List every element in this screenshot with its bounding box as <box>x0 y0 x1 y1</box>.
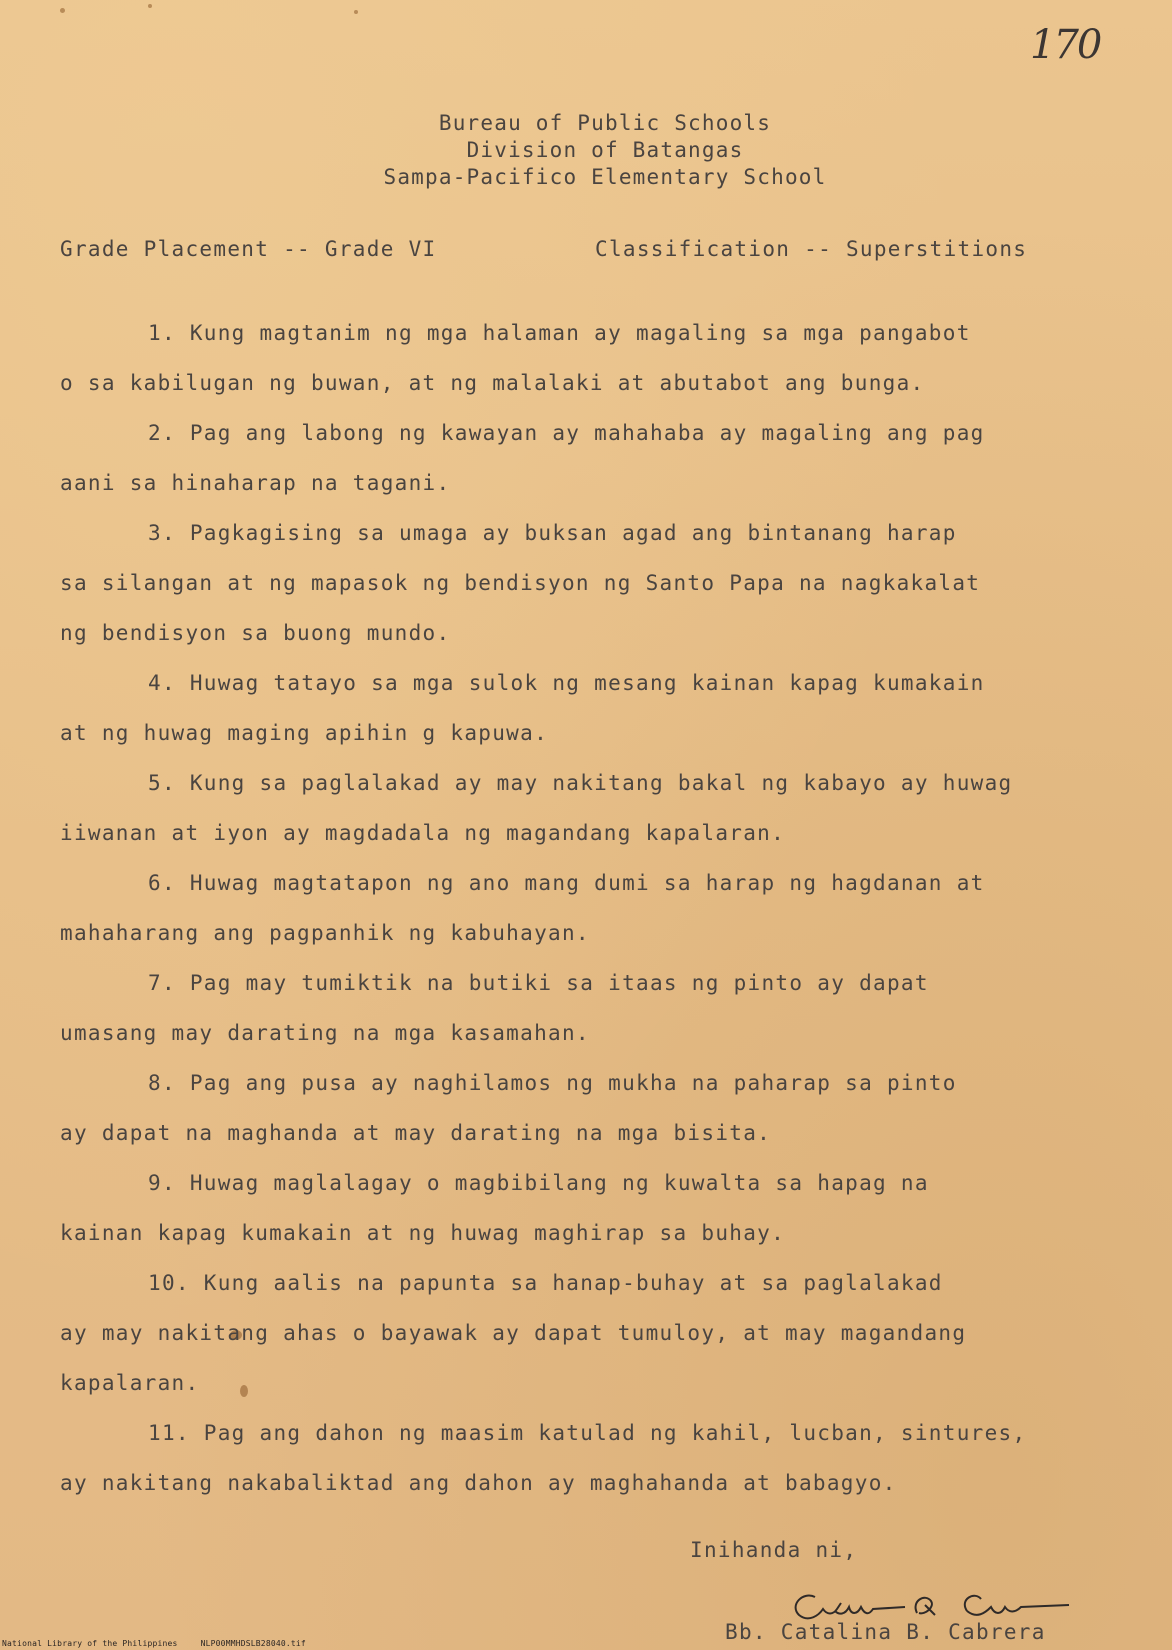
closing-phrase: Inihanda ni, <box>690 1538 858 1562</box>
item-line: ng bendisyon sa buong mundo. <box>60 621 451 645</box>
archive-footer <box>2 1639 324 1648</box>
item-line: kainan kapag kumakain at ng huwag maghirap sa buhay. <box>60 1221 786 1245</box>
item-line: 4. Huwag tatayo sa mga sulok ng mesang kainan kapag kumakain <box>148 671 985 695</box>
item-line: iiwanan at iyon ay magdadala ng magandang kapalaran. <box>60 821 786 845</box>
item-line: 10. Kung aalis na papunta sa hanap-buhay at sa paglalakad <box>148 1271 943 1295</box>
header-school: Sampa-Pacifico Elementary School <box>383 165 827 189</box>
item-line: at ng huwag maging apihin g kapuwa. <box>60 721 549 745</box>
header-division: Division of Batangas <box>466 138 744 162</box>
item-line: sa silangan at ng mapasok ng bendisyon ng Santo Papa na nagkakalat <box>60 571 981 595</box>
list-item <box>60 1158 1090 1258</box>
item-line: aani sa hinaharap na tagani. <box>60 471 451 495</box>
ink-speck <box>354 10 358 14</box>
list-item <box>60 658 1090 758</box>
item-line: ay may nakitang ahas o bayawak ay dapat tumuloy, at may magandang <box>60 1321 967 1345</box>
item-line: umasang may darating na mga kasamahan. <box>60 1021 590 1045</box>
item-line: 3. Pagkagising sa umaga ay buksan agad ang bintanang harap <box>148 521 957 545</box>
grade-placement: Grade Placement -- Grade VI <box>60 237 437 261</box>
item-line: ay dapat na maghanda at may darating na mga bisita. <box>60 1121 772 1145</box>
author-name: Bb. Catalina B. Cabrera <box>725 1620 1046 1644</box>
item-line: 7. Pag may tumiktik na butiki sa itaas ng pinto ay dapat <box>148 971 929 995</box>
list-item <box>60 508 1090 658</box>
item-line: o sa kabilugan ng buwan, at ng malalaki at abutabot ang bunga. <box>60 371 925 395</box>
item-line: kapalaran. <box>60 1371 200 1395</box>
ink-speck <box>60 8 65 13</box>
list-item <box>60 858 1090 958</box>
item-line: 1. Kung magtanim ng mga halaman ay magaling sa mga pangabot <box>148 321 971 345</box>
superstition-list <box>60 308 1090 1508</box>
item-line: mahaharang ang pagpanhik ng kabuhayan. <box>60 921 590 945</box>
list-item <box>60 1058 1090 1158</box>
list-item <box>60 1408 1090 1508</box>
page-number: 170 <box>1030 22 1101 68</box>
item-line: ay nakitang nakabaliktad ang dahon ay maghahanda at babagyo. <box>60 1471 897 1495</box>
header-bureau: Bureau of Public Schools <box>438 111 772 135</box>
list-item <box>60 958 1090 1058</box>
list-item <box>60 408 1090 508</box>
item-line: 6. Huwag magtatapon ng ano mang dumi sa harap ng hagdanan at <box>148 871 985 895</box>
list-item <box>60 308 1090 408</box>
item-line: 9. Huwag maglalagay o magbibilang ng kuwalta sa hapag na <box>148 1171 929 1195</box>
ink-speck <box>148 4 152 8</box>
classification: Classification -- Superstitions <box>595 237 1028 261</box>
document-header <box>0 110 1172 191</box>
list-item <box>60 1258 1090 1408</box>
item-line: 8. Pag ang pusa ay naghilamos ng mukha na paharap sa pinto <box>148 1071 957 1095</box>
item-line: 5. Kung sa paglalakad ay may nakitang bakal ng kabayo ay huwag <box>148 771 1013 795</box>
item-line: 11. Pag ang dahon ng maasim katulad ng kahil, lucban, sintures, <box>148 1421 1027 1445</box>
file-id: NLP00MMHDSLB28040.tif <box>200 1639 306 1648</box>
item-line: 2. Pag ang labong ng kawayan ay mahahaba ay magaling ang pag <box>148 421 985 445</box>
list-item <box>60 758 1090 858</box>
library-name: National Library of the Philippines <box>2 1639 178 1648</box>
